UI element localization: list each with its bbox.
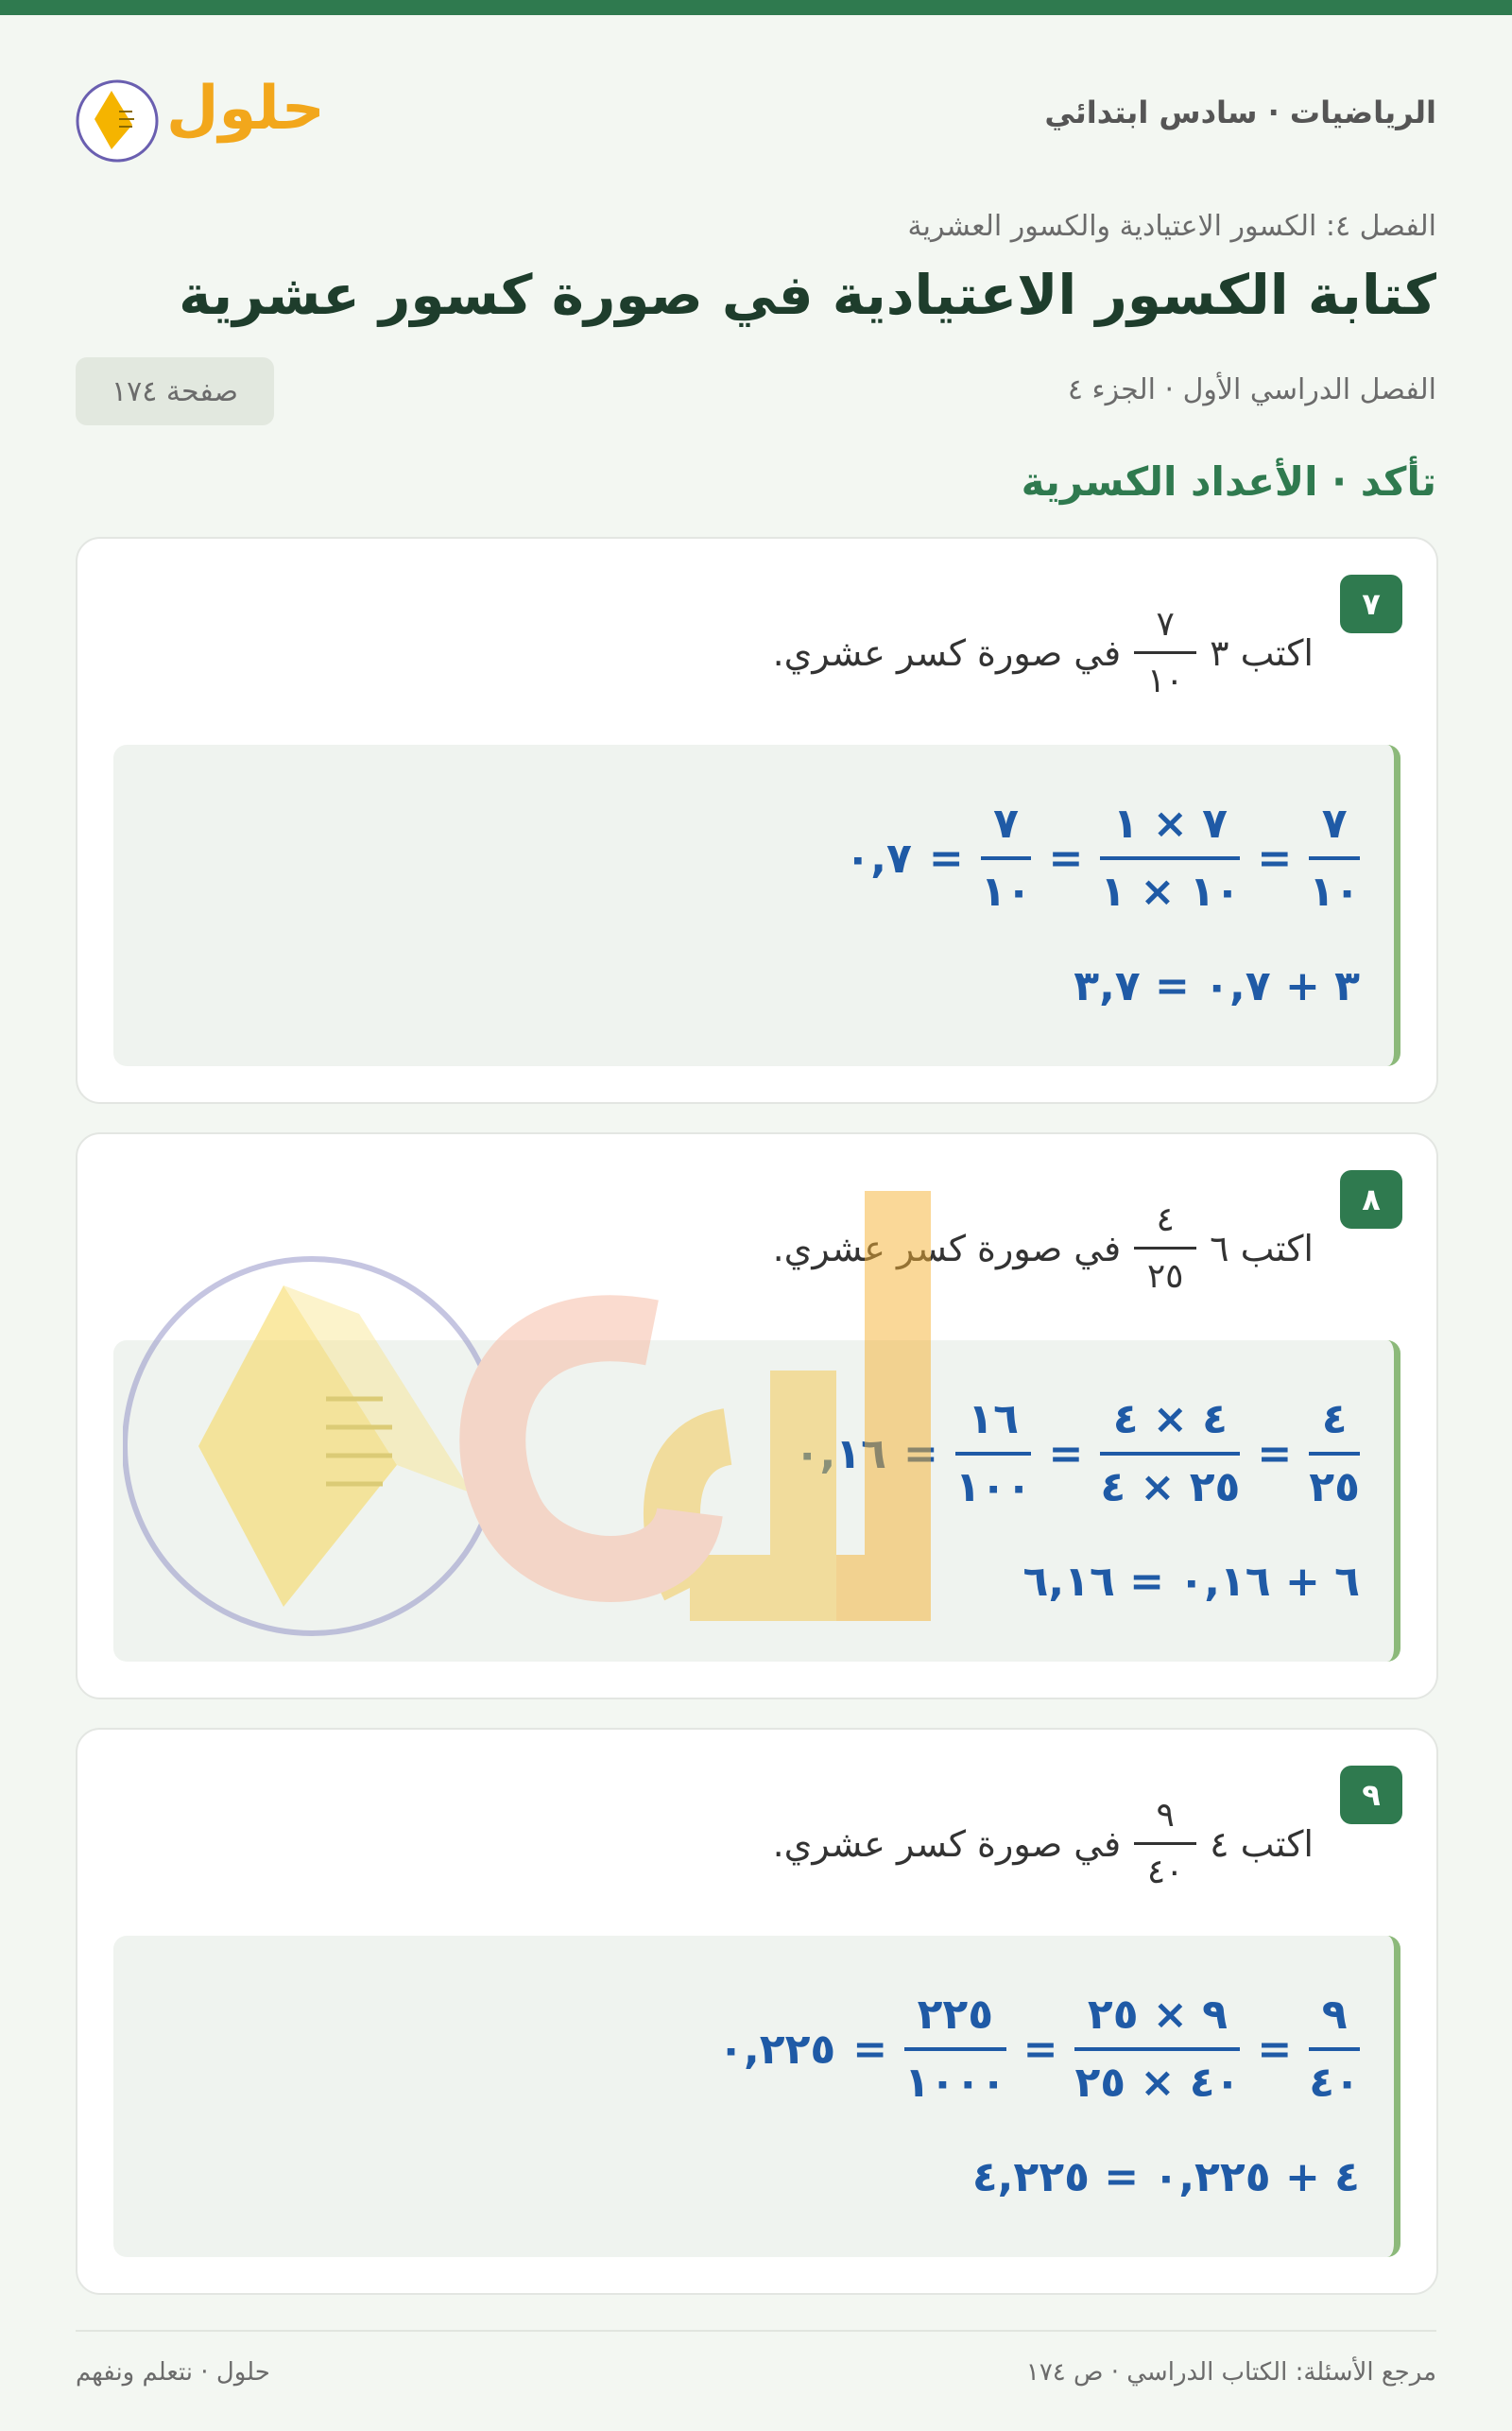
equals-sign: = <box>928 834 964 883</box>
mixed-number-sum: ٣ + ٠,٧ = ٣,٧ <box>1074 962 1360 1010</box>
fraction-multiplied <box>1100 1397 1240 1511</box>
question-prefix: اكتب <box>1240 1227 1314 1269</box>
fraction-bar <box>955 1452 1032 1456</box>
denominator: ٢٥ <box>1309 1463 1360 1512</box>
problem-number-badge: ٧ <box>1340 575 1402 633</box>
chapter-label: الفصل ٤: الكسور الاعتيادية والكسور العشرية <box>907 210 1436 243</box>
question-suffix: في صورة كسر عشري. <box>772 1227 1122 1269</box>
footer-reference: مرجع الأسئلة: الكتاب الدراسي · ص ١٧٤ <box>1025 2358 1436 2387</box>
numerator: ٧ × ١ <box>1112 800 1228 848</box>
problem-number-badge: ٨ <box>1340 1170 1402 1229</box>
question-suffix: في صورة كسر عشري. <box>772 1822 1122 1865</box>
numerator: ٩ × ٢٥ <box>1087 1991 1228 2039</box>
solution-equation <box>795 1397 1360 1511</box>
mixed-number-sum: ٦ + ٠,١٦ = ٦,١٦ <box>1022 1558 1360 1606</box>
equals-sign: = <box>1048 834 1084 883</box>
problem-card <box>76 1132 1438 1699</box>
logo-brand-text: حلول <box>166 74 325 144</box>
problem-question <box>773 1796 1314 1892</box>
numerator: ٤ <box>1321 1395 1348 1443</box>
page-title: كتابة الكسور الاعتيادية في صورة كسور عشرية <box>179 263 1436 327</box>
solution-box <box>113 1340 1400 1662</box>
fraction-bar <box>981 856 1032 860</box>
mixed-number-sum: ٤ + ٠,٢٢٥ = ٤,٢٢٥ <box>971 2153 1360 2201</box>
fraction-bar <box>1309 856 1360 860</box>
problem-card <box>76 1728 1438 2295</box>
question-fraction <box>1134 605 1196 701</box>
fraction-equivalent <box>904 1992 1005 2107</box>
question-denominator: ٤٠ <box>1146 1853 1184 1892</box>
numerator: ٧ <box>1321 800 1348 848</box>
question-denominator: ١٠ <box>1146 662 1184 701</box>
question-prefix: اكتب <box>1240 1822 1314 1865</box>
fraction-bar <box>1134 1247 1196 1250</box>
fraction-bar <box>1134 651 1196 654</box>
denominator: ١٠٠ <box>954 1463 1032 1512</box>
fraction-bar <box>1074 2047 1240 2051</box>
numerator: ٩ <box>1321 1991 1348 2039</box>
numerator: ٧ <box>993 800 1020 848</box>
fraction-bar <box>1309 1452 1360 1456</box>
solution-equation <box>718 1992 1360 2107</box>
question-numerator: ٩ <box>1156 1796 1175 1835</box>
fraction-multiplied <box>1100 802 1240 916</box>
fraction-multiplied <box>1074 1992 1240 2107</box>
fraction-bar <box>1100 856 1240 860</box>
question-denominator: ٢٥ <box>1146 1257 1184 1297</box>
denominator: ٤٠ <box>1309 2059 1360 2108</box>
question-suffix: في صورة كسر عشري. <box>772 631 1122 674</box>
equals-sign: = <box>1257 1429 1293 1478</box>
solution-box <box>113 745 1400 1066</box>
fraction-original <box>1309 802 1360 916</box>
fraction-bar <box>1100 1452 1240 1456</box>
footer-tagline: حلول · نتعلم ونفهم <box>76 2358 270 2387</box>
question-numerator: ٤ <box>1156 1200 1175 1239</box>
decimal-result: ٠,٧ <box>845 834 912 883</box>
question-whole-number: ٤ <box>1210 1822 1229 1865</box>
denominator: ١٠ <box>1309 868 1360 917</box>
denominator: ١٠ × ١ <box>1100 868 1241 917</box>
fraction-original <box>1309 1992 1360 2107</box>
numerator: ٢٢٥ <box>917 1991 994 2039</box>
equals-sign: = <box>1048 1429 1084 1478</box>
question-prefix: اكتب <box>1240 631 1314 674</box>
numerator: ٤ × ٤ <box>1112 1395 1228 1443</box>
problem-question <box>773 1200 1314 1297</box>
equals-sign: = <box>1022 2025 1058 2074</box>
fraction-bar <box>904 2047 1005 2051</box>
problem-question <box>773 605 1314 701</box>
decimal-result: ٠,٢٢٥ <box>718 2025 836 2074</box>
page-number-badge: صفحة ١٧٤ <box>76 357 274 425</box>
brand-logo[interactable] <box>74 62 338 166</box>
top-accent-bar <box>0 0 1512 15</box>
fraction-equivalent <box>955 1397 1032 1511</box>
question-whole-number: ٣ <box>1210 631 1229 674</box>
solution-box <box>113 1936 1400 2257</box>
fraction-original <box>1309 1397 1360 1511</box>
problem-card <box>76 537 1438 1104</box>
section-heading: تأكد · الأعداد الكسرية <box>1021 458 1436 505</box>
question-whole-number: ٦ <box>1210 1227 1229 1269</box>
equals-sign: = <box>1257 2025 1293 2074</box>
fraction-bar <box>1309 2047 1360 2051</box>
problem-number-badge: ٩ <box>1340 1766 1402 1824</box>
subject-label: الرياضيات · سادس ابتدائي <box>1044 95 1436 130</box>
footer-divider <box>76 2330 1436 2332</box>
term-label: الفصل الدراسي الأول · الجزء ٤ <box>1067 373 1436 406</box>
question-numerator: ٧ <box>1156 605 1175 644</box>
denominator: ١٠٠٠ <box>904 2059 1006 2108</box>
denominator: ١٠ <box>980 868 1032 917</box>
equals-sign: = <box>852 2025 888 2074</box>
question-fraction <box>1134 1200 1196 1297</box>
fraction-equivalent <box>981 802 1032 916</box>
question-fraction <box>1134 1796 1196 1892</box>
numerator: ١٦ <box>968 1395 1020 1443</box>
decimal-result: ٠,١٦ <box>794 1429 886 1478</box>
denominator: ٢٥ × ٤ <box>1100 1463 1241 1512</box>
equals-sign: = <box>1257 834 1293 883</box>
denominator: ٤٠ × ٢٥ <box>1074 2059 1241 2108</box>
equals-sign: = <box>902 1429 938 1478</box>
fraction-bar <box>1134 1842 1196 1845</box>
solution-equation <box>845 802 1360 916</box>
